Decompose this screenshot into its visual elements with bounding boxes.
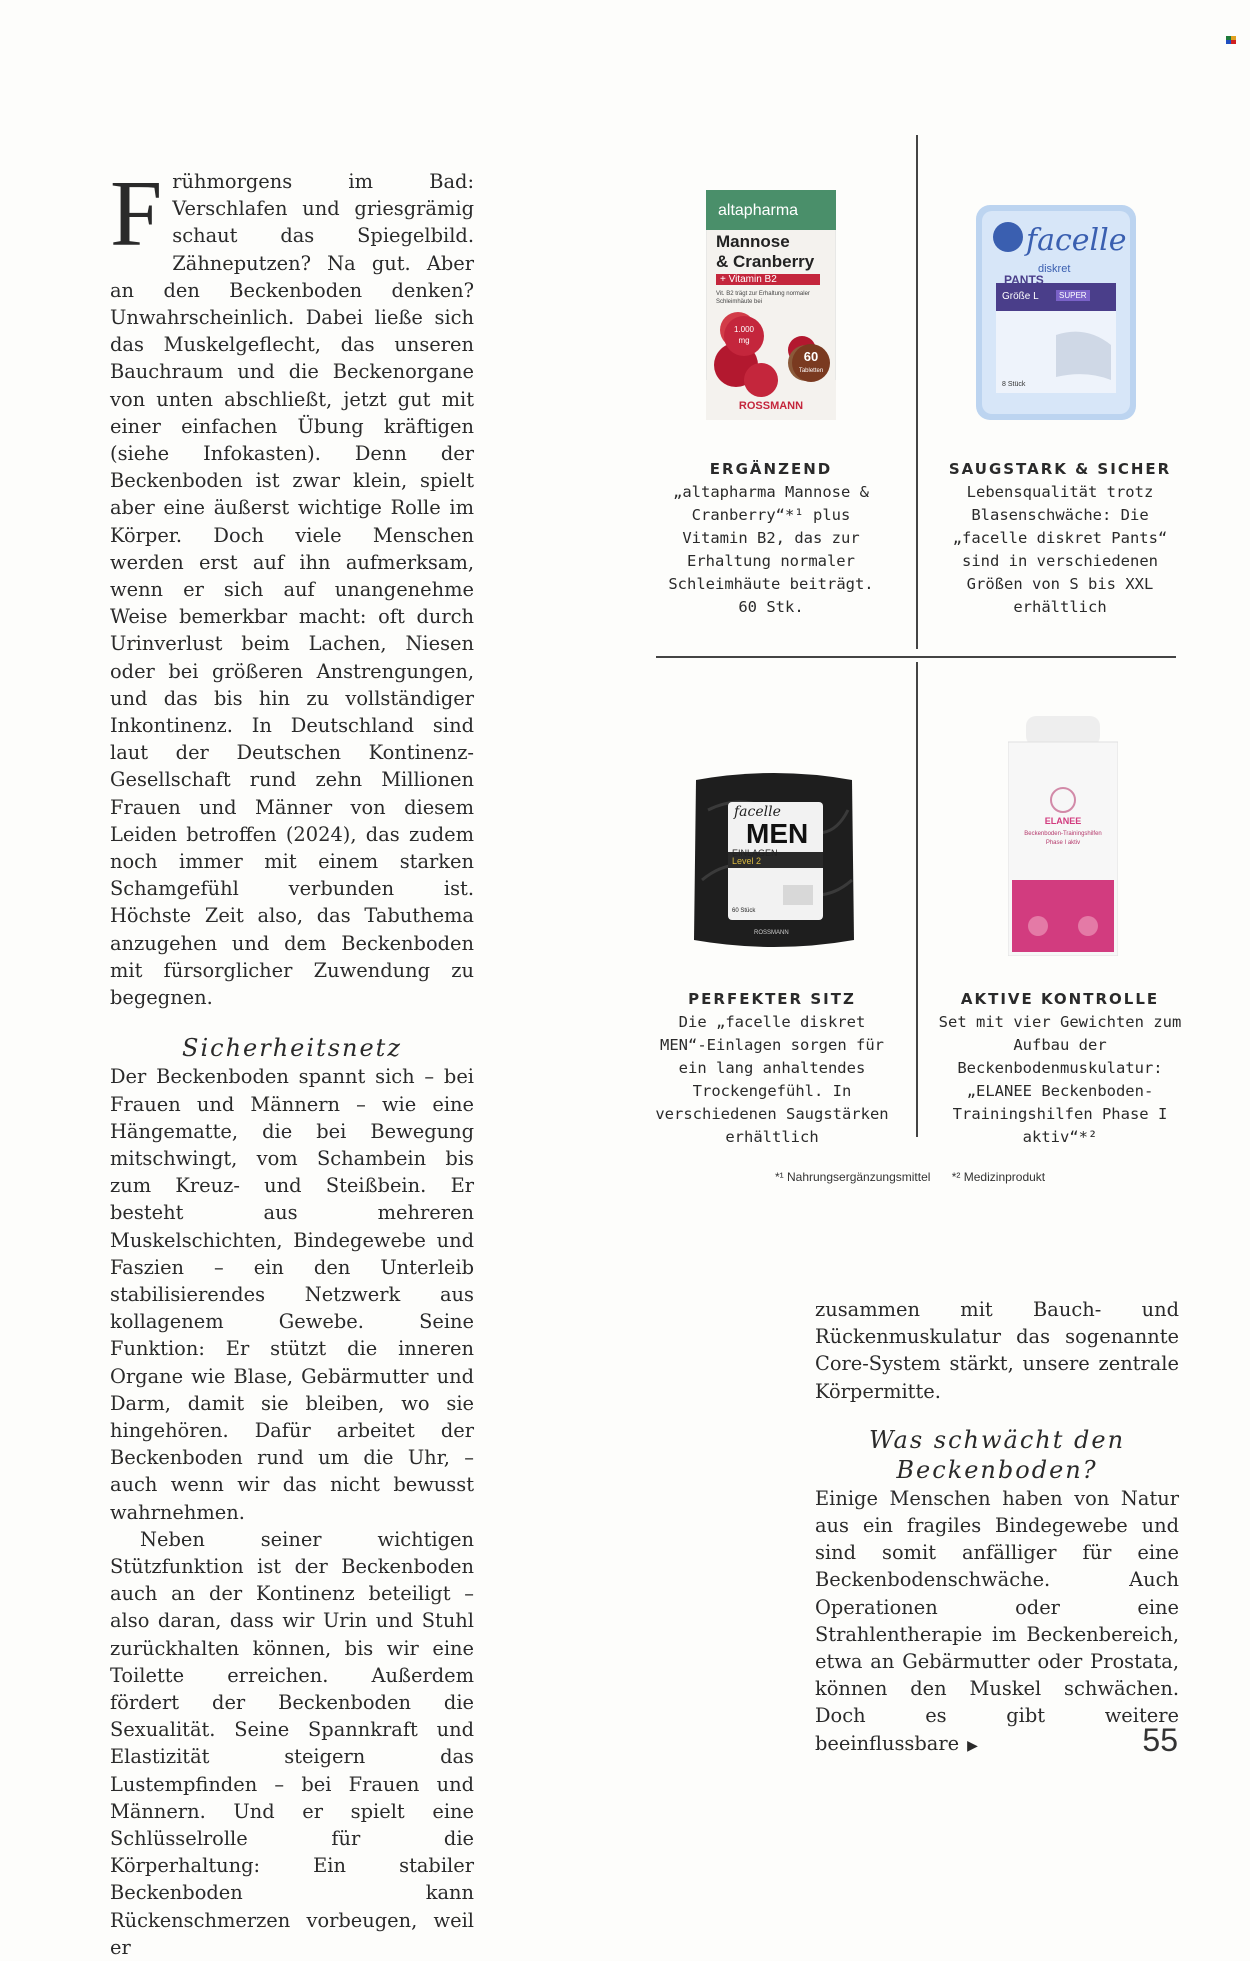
product-caption: Lebensqualität trotz Blasenschwäche: Die „facelle diskret Pants“ sind in verschiedenen Größen von S bis XXL erhältlich bbox=[952, 483, 1168, 616]
facelle-men-type: MEN bbox=[746, 818, 809, 849]
product-caption: Die „facelle diskret MEN“-Einlagen sorgen für ein lang anhaltendes Trockengefühl. In verschiedenen Saugstärken erhältlich bbox=[655, 1013, 889, 1146]
facelle-men-count: 60 Stück bbox=[732, 908, 756, 914]
continue-arrow-icon: ▶ bbox=[967, 1737, 978, 1754]
vertical-divider-bottom bbox=[916, 662, 918, 1137]
product-heading: AKTIVE KONTROLLE bbox=[960, 990, 1160, 1008]
product-ergaenzend bbox=[656, 458, 886, 619]
facelle-men-retailer: ROSSMANN bbox=[754, 930, 789, 936]
vertical-divider-top bbox=[916, 135, 918, 649]
facelle-pants-brand: facelle bbox=[1026, 223, 1127, 258]
paragraph-5: Einige Menschen haben von Natur aus ein fragiles Bindegewebe und sind somit anfälliger für eine Beckenbodenschwäche. Auch Operationen oder eine Strahlentherapie im Beckenbereich, etwa an Gebärmutter oder Prostata, können den Muskel schwächen. Doch es gibt weitere beeinflussbare ▶ bbox=[815, 1486, 1179, 1755]
facelle-pants-package bbox=[976, 205, 1136, 420]
altapharma-count-badge: 60 Tabletten bbox=[792, 344, 830, 382]
altapharma-dose-badge: 1.000 mg bbox=[724, 316, 764, 356]
product-caption: Set mit vier Gewichten zum Aufbau der Beckenbodenmuskulatur: „ELANEE Beckenboden-Trainingshilfen Phase I aktiv“*² bbox=[938, 1013, 1182, 1146]
elanee-brand: ELANEE bbox=[1044, 816, 1082, 826]
product-aktive-kontrolle bbox=[930, 988, 1190, 1149]
product-caption: „altapharma Mannose & Cranberry“*¹ plus Vitamin B2, das zur Erhaltung normaler Schleimhäute beiträgt. 60 Stk. bbox=[668, 483, 874, 616]
facelle-pants-sub: diskret bbox=[1038, 263, 1071, 275]
altapharma-retailer: ROSSMANN bbox=[738, 400, 804, 412]
footnotes bbox=[775, 1170, 1063, 1184]
product-saugstark bbox=[935, 458, 1185, 619]
facelle-pants-size: Größe L bbox=[1002, 291, 1039, 302]
altapharma-name2: & Cranberry bbox=[716, 252, 815, 271]
altapharma-claim: Vit. B2 trägt zur Erhaltung normaler Schleimhäute bei bbox=[716, 291, 810, 305]
altapharma-brand: altapharma bbox=[718, 202, 799, 219]
footnote-1: *¹ Nahrungsergänzungsmittel bbox=[775, 1170, 931, 1184]
subheading-sicherheitsnetz: Sicherheitsnetz bbox=[182, 1034, 402, 1063]
dropcap: F bbox=[110, 162, 163, 266]
facelle-men-package bbox=[688, 770, 860, 950]
facelle-men-level: Level 2 bbox=[732, 856, 762, 866]
article-left-column bbox=[110, 162, 474, 1961]
altapharma-name1: Mannose bbox=[716, 232, 790, 251]
altapharma-sub: + Vitamin B2 bbox=[716, 274, 820, 285]
paragraph-4: zusammen mit Bauch- und Rückenmuskulatur das sogenannte Core-System stärkt, unsere zentrale Körpermitte. bbox=[815, 1298, 1179, 1403]
facelle-men-image bbox=[688, 770, 860, 950]
facelle-men-sub: EINLAGEN bbox=[732, 848, 778, 858]
color-mark-icon bbox=[1226, 36, 1236, 44]
facelle-men-brand: facelle bbox=[734, 804, 781, 820]
footnote-2: *² Medizinprodukt bbox=[951, 1170, 1046, 1184]
article-right-column bbox=[815, 1296, 1179, 1760]
product-perfekter-sitz bbox=[652, 988, 892, 1149]
paragraph-3: Neben seiner wichtigen Stützfunktion ist der Beckenboden auch an der Kontinenz beteiligt – also daran, dass wir Urin und Stuhl zurückhalten können, bis wir eine Toilette erreichen. Außerdem fördert der Beckenboden die Sexualität. Seine Spannkraft und Elastizität steigern das Lustempfinden – bei Frauen und Männern. Und er spielt eine Schlüsselrolle für die Körperhaltung: Ein stabiler Beckenboden kann Rückenschmerzen vorbeugen, weil er bbox=[110, 1527, 474, 1959]
elanee-product-name: Beckenboden-Trainingshilfen Phase I aktiv bbox=[1024, 831, 1102, 846]
paragraph-2: Der Beckenboden spannt sich – bei Frauen und Männern – wie eine Hängematte, die bei Bewegung mitschwingt, vom Schambein bis zum Kreuz- und Steißbein. Er besteht aus mehreren Muskelschichten, Bindegewebe und Faszien – ein den Unterleib stabilisierendes Netzwerk aus kollagenem Gewebe. Seine Funktion: Er stützt die inneren Organe wie Blase, Gebärmutter und Darm, damit sie bleiben, wo sie hingehören. Dafür arbeitet der Beckenboden rund um die Uhr, – auch wenn wir das nicht bewusst wahrnehmen. bbox=[110, 1065, 474, 1524]
facelle-pants-tag: SUPER bbox=[1056, 290, 1090, 301]
page-number: 55 bbox=[1142, 1722, 1178, 1758]
product-heading: SAUGSTARK & SICHER bbox=[948, 460, 1172, 478]
intro-paragraph: Frühmorgens im Bad: Verschlafen und griesgrämig schaut das Spiegelbild. Zähneputzen? Na gut. Aber an den Beckenboden denken? Unwahrscheinlich. Dabei ließe sich das Muskelgeflecht, das unseren Bauchraum und die Beckenorgane von unten abschließt, jetzt gut mit einer einfachen Übung kräftigen (siehe Infokasten). Denn der Beckenboden ist zwar klein, spielt aber eine äußerst wichtige Rolle im Körper. Doch viele Menschen werden erst auf ihn aufmerksam, wenn er sich auf unangenehme Weise bemerkbar macht: oft durch Urinverlust beim Lachen, Niesen oder bei größeren Anstrengungen, und das bis hin zu vollständiger Inkontinenz. In Deutschland sind laut der Deutschen Kontinenz-Gesellschaft rund zehn Millionen Frauen und Männer von diesem Leiden betroffen (2024), das zudem noch immer mit einem starken Schamgefühl verbunden ist. Höchste Zeit also, das Tabuthema anzugehen und dem Beckenboden mit fürsorglicher Zuwendung zu begegnen. bbox=[110, 162, 474, 1010]
product-heading: ERGÄNZEND bbox=[709, 460, 833, 478]
altapharma-package bbox=[706, 190, 836, 420]
product-heading: PERFEKTER SITZ bbox=[688, 990, 856, 1008]
subheading-was-schwaecht: Was schwächt den Beckenboden? bbox=[868, 1425, 1126, 1484]
facelle-pants-count: 8 Stück bbox=[1002, 381, 1026, 388]
facelle-pants-type: PANTS bbox=[1004, 273, 1044, 287]
horizontal-divider bbox=[656, 656, 1176, 658]
elanee-package bbox=[1008, 716, 1118, 956]
